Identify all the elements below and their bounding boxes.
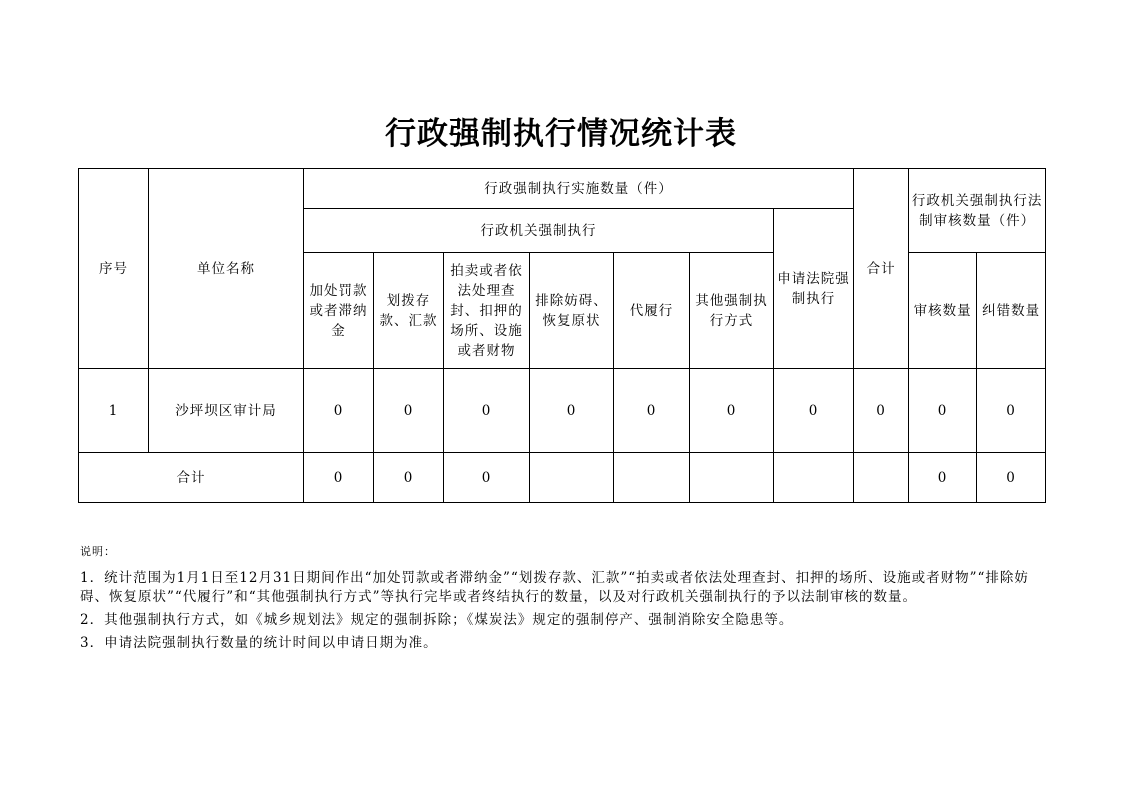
total-substitute-performance (614, 453, 690, 503)
total-transfer-deposit: 0 (374, 453, 444, 503)
header-unit-name: 单位名称 (149, 169, 304, 369)
total-other-methods (690, 453, 774, 503)
header-total: 合计 (854, 169, 909, 369)
header-agency-enforcement: 行政机关强制执行 (304, 209, 774, 253)
cell-correction-amount: 0 (977, 369, 1046, 453)
header-substitute-performance: 代履行 (614, 253, 690, 369)
total-review-amount: 0 (909, 453, 977, 503)
total-auction-seized: 0 (444, 453, 530, 503)
cell-fine-surcharge: 0 (304, 369, 374, 453)
cell-transfer-deposit: 0 (374, 369, 444, 453)
note-item: 3．申请法院强制执行数量的统计时间以申请日期为准。 (80, 635, 438, 651)
cell-auction-seized: 0 (444, 369, 530, 453)
page-title: 行政强制执行情况统计表 (385, 116, 737, 152)
total-fine-surcharge: 0 (304, 453, 374, 503)
header-review-amount: 审核数量 (909, 253, 977, 369)
cell-other-methods: 0 (690, 369, 774, 453)
table-row (79, 369, 1046, 453)
header-fine-surcharge: 加处罚款或者滞纳金 (304, 253, 374, 369)
statistics-table (78, 168, 1046, 503)
header-seq: 序号 (79, 169, 149, 369)
total-row (79, 453, 1046, 503)
notes-section (80, 542, 1042, 657)
cell-substitute-performance: 0 (614, 369, 690, 453)
header-review-count: 行政机关强制执行法制审核数量（件） (909, 169, 1046, 253)
total-remove-obstruction (530, 453, 614, 503)
cell-court-enforcement: 0 (774, 369, 854, 453)
cell-seq: 1 (79, 369, 149, 453)
note-item: 2．其他强制执行方式，如《城乡规划法》规定的强制拆除；《煤炭法》规定的强制停产、强制消除安全隐患等。 (80, 612, 794, 628)
note-item: 1．统计范围为1月1日至12月31日期间作出“加处罚款或者滞纳金”“划拨存款、汇款”“拍卖或者依法处理查封、扣押的场所、设施或者财物”“排除妨碍、恢复原状”“代履行”和“其他强制执行方式”等执行完毕或者终结执行的数量，以及对行政机关强制执行的予以法制审核的数量。 (80, 570, 1029, 605)
notes-heading: 说明： (80, 545, 116, 558)
cell-remove-obstruction: 0 (530, 369, 614, 453)
total-court-enforcement (774, 453, 854, 503)
header-other-methods: 其他强制执行方式 (690, 253, 774, 369)
header-auction-seized: 拍卖或者依法处理查封、扣押的场所、设施或者财物 (444, 253, 530, 369)
total-total (854, 453, 909, 503)
header-row-1 (79, 169, 1046, 209)
header-implementation-count: 行政强制执行实施数量（件） (304, 169, 854, 209)
cell-review-amount: 0 (909, 369, 977, 453)
header-correction-amount: 纠错数量 (977, 253, 1046, 369)
total-correction-amount: 0 (977, 453, 1046, 503)
cell-total: 0 (854, 369, 909, 453)
header-remove-obstruction: 排除妨碍、恢复原状 (530, 253, 614, 369)
total-label: 合计 (79, 453, 304, 503)
header-transfer-deposit: 划拨存款、汇款 (374, 253, 444, 369)
cell-unit-name: 沙坪坝区审计局 (149, 369, 304, 453)
header-court-enforcement: 申请法院强制执行 (774, 209, 854, 369)
